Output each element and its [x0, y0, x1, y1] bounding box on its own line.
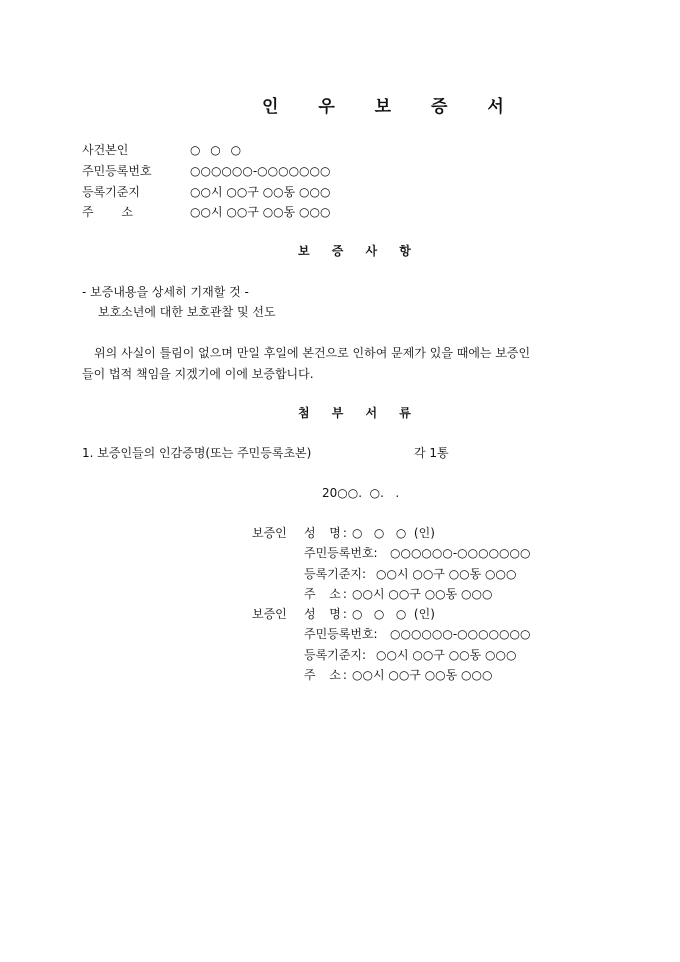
subject-address-label: 주 소: [82, 205, 145, 219]
guarantor-1-name-label: 성 명:: [304, 526, 349, 540]
guarantor-1-rrn-label: 주민등록번호:: [304, 546, 378, 560]
guarantor-1-role: 보증인: [252, 526, 287, 540]
subject-name-value: ○ ○ ○: [190, 143, 242, 157]
guarantee-content: 보호소년에 대한 보호관찰 및 선도: [98, 305, 276, 319]
subject-address-value: ○○시 ○○구 ○○동 ○○○: [190, 205, 331, 219]
attachment-quantity: 각 1통: [414, 446, 449, 460]
guarantor-1-domicile-label: 등록기준지:: [304, 567, 367, 581]
guarantor-1-address-value: ○○시 ○○구 ○○동 ○○○: [352, 587, 493, 601]
subject-rrn-value: ○○○○○○-○○○○○○○: [190, 164, 331, 178]
guarantor-2-address-value: ○○시 ○○구 ○○동 ○○○: [352, 668, 493, 682]
subject-domicile-label: 등록기준지: [82, 185, 140, 199]
guarantee-paragraph-line2: 들이 법적 책임을 지겠기에 이에 보증합니다.: [82, 367, 314, 381]
document-title: 인 우 보 증 서: [262, 97, 521, 117]
guarantee-instruction: - 보증내용을 상세히 기재할 것 -: [82, 285, 249, 299]
subject-name-label: 사건본인: [82, 143, 129, 157]
guarantor-2-name-value: ○ ○ ○ (인): [352, 607, 435, 621]
guarantor-1-address-label: 주 소:: [304, 587, 349, 601]
guarantor-2-domicile-value: ○○시 ○○구 ○○동 ○○○: [376, 648, 517, 662]
guarantor-2-rrn-label: 주민등록번호:: [304, 627, 378, 641]
guarantor-1-rrn-value: ○○○○○○-○○○○○○○: [390, 546, 531, 560]
subject-rrn-label: 주민등록번호: [82, 164, 152, 178]
subject-domicile-value: ○○시 ○○구 ○○동 ○○○: [190, 185, 331, 199]
guarantor-2-address-label: 주 소:: [304, 668, 349, 682]
guarantor-1-name-value: ○ ○ ○ (인): [352, 526, 435, 540]
attachments-heading: 첨 부 서 류: [298, 406, 420, 420]
guarantor-2-role: 보증인: [252, 607, 287, 621]
guarantor-2-name-label: 성 명:: [304, 607, 349, 621]
guarantee-paragraph-line1: 위의 사실이 틀림이 없으며 만일 후일에 본건으로 인하여 문제가 있을 때에는 보증인: [94, 346, 531, 360]
guarantee-heading: 보 증 사 항: [298, 244, 420, 258]
guarantor-1-domicile-value: ○○시 ○○구 ○○동 ○○○: [376, 567, 517, 581]
document-date: 20○○. ○. .: [322, 486, 400, 500]
guarantor-2-rrn-value: ○○○○○○-○○○○○○○: [390, 627, 531, 641]
attachment-item: 1. 보증인들의 인감증명(또는 주민등록초본): [82, 446, 312, 460]
guarantor-2-domicile-label: 등록기준지:: [304, 648, 367, 662]
